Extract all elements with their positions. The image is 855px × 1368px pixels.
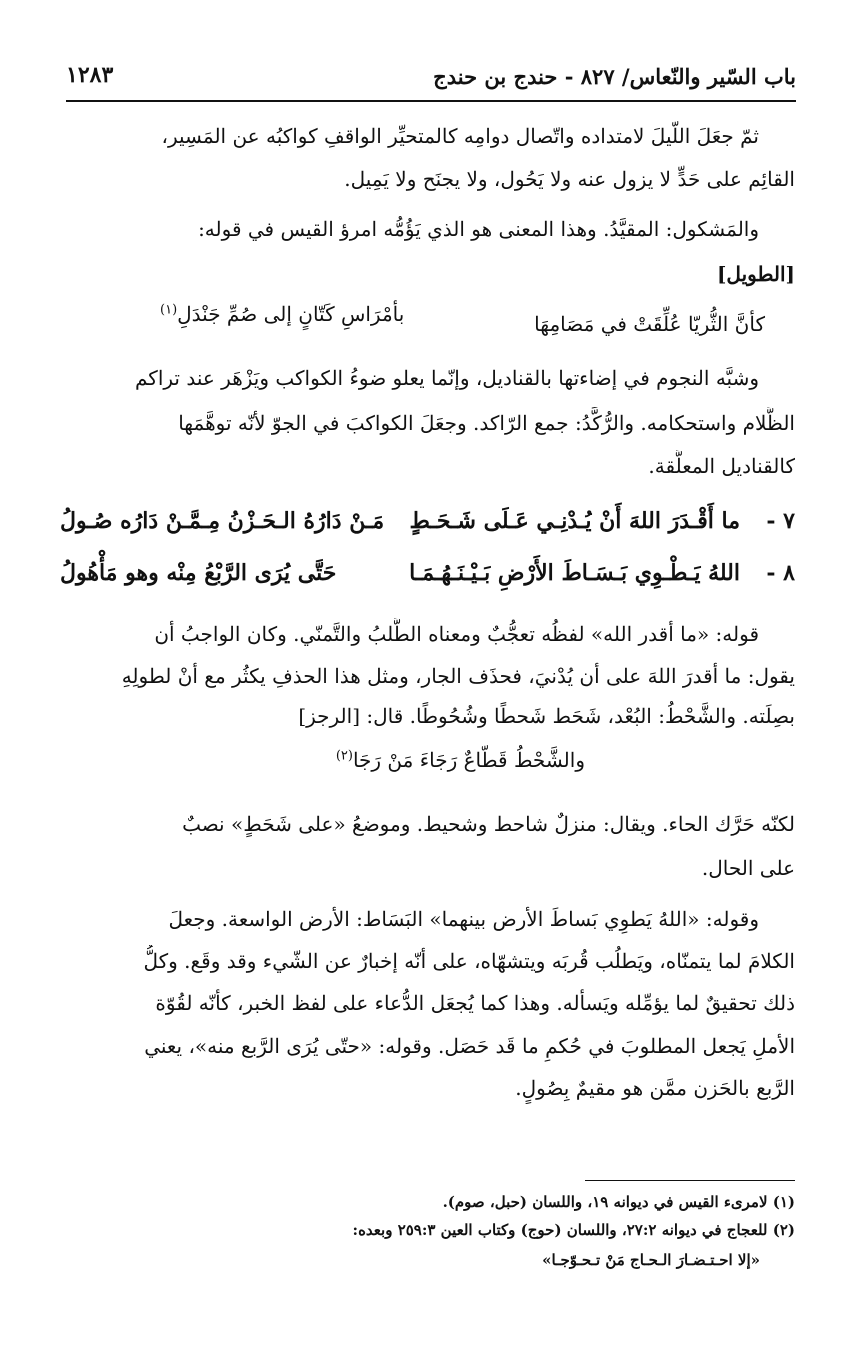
para6-line2: الكلامَ لما يتمنّاه، ويَطلُب قُربَه ويتشهّاه، على أنّه إخبارٌ عن الشّيء وقد وقَع. وكلُّ [143, 949, 795, 973]
verse-number: ٧ - [766, 508, 795, 534]
para3-line3: كالقناديل المعلَّقة. [648, 454, 795, 478]
para1-line1: ثمّ جعَلَ اللّيلَ لامتداده واتّصال دوامِه كالمتحيِّر الواقفِ كواكبُه عن المَسِير، [161, 124, 759, 148]
footnote-ref-2: (٢) [335, 748, 353, 764]
rajaz-verse [336, 748, 585, 772]
para6-line1: وقوله: «اللهُ يَطوِي بَساطَ الأرض بينهما» البَسَاط: الأرض الواسعة. وجعلَ [168, 907, 759, 931]
para5-line2: على الحال. [701, 856, 795, 880]
verse-second-hemistich: مَـنْ دَارُهُ الـحَـزْنُ مِـمَّـنْ دَارُه صُـولُ [60, 508, 385, 534]
footnote-ref-1: (١) [160, 302, 178, 318]
footnote-2: (٢) للعجاج في ديوانه ٢٧:٢، واللسان (حوج) وكتاب العين ٢٥٩:٣ وبعده: [352, 1221, 795, 1239]
para6-line3: ذلك تحقيقٌ لما يؤمِّله ويَسأله. وهذا كما يُجعَل الدُّعاء على لفظ الخبر، كأنّه لقُوّة [155, 991, 795, 1015]
page-number: ١٢٨٣ [66, 62, 114, 88]
footnote-1: (١) لامرىء القيس في ديوانه ١٩، واللسان (حبل، صوم). [442, 1193, 795, 1211]
para6-line5: الرَّبع بالحَزن ممَّن هو مقيمٌ بِصُولٍ. [515, 1076, 795, 1100]
footnote-2-verse: «إلا احـتـضـارَ الـحـاج مَنْ تـحـوّجـا» [542, 1251, 760, 1269]
verse-first-hemistich: اللهُ يَـطْـوِي بَـسَـاطَ الأَرْضِ بَـيْـنَـهُـمَـا [409, 560, 740, 586]
verse-8 [60, 560, 795, 600]
para3-line1: وشبَّه النجوم في إضاءتها بالقناديل، وإنّما يعلو ضوءُ الكواكب ويَزْهَر عند تراكم [134, 366, 759, 390]
verse-imru-first: كأنَّ الثُّريّا عُلِّقَتْ في مَصَامِهَا [534, 312, 765, 336]
para4-line2: يقول: ما أقدرَ اللهَ على أن يُدْنيَ، فحذَف الجار، ومثل هذا الحذفِ يكثُر مع أنْ لطولِهِ [121, 664, 795, 688]
verse-7 [60, 508, 795, 548]
verse-imru-second-text: بأمْرَاسِ كَتّانٍ إلى صُمِّ جَنْدَلِ [177, 302, 405, 326]
header-title: باب السّير والنّعاس/ ٨٢٧ - حندج بن حندج [433, 64, 796, 89]
para4-line1: قوله: «ما أقدر الله» لفظُه تعجُّبٌ ومعناه الطَّلبُ والتَّمنّي. وكان الواجبُ أن [154, 622, 759, 646]
para1-line2: القائِم على حَدٍّ لا يزول عنه ولا يَحُول، ولا يجنَح ولا يَمِيل. [344, 167, 795, 191]
footnote-separator [585, 1180, 795, 1181]
para6-line4: الأملِ يَجعل المطلوبَ في حُكمِ ما قَد حَصَل. وقوله: «حتّى يُرَى الرَّبع منه»، يعني [144, 1034, 795, 1058]
para2-line1: والمَشكول: المقيَّدُ. وهذا المعنى هو الذي يَؤُمُّه امرؤ القيس في قوله: [198, 217, 759, 241]
verse-number: ٨ - [766, 560, 795, 586]
verse-imru-second [160, 302, 404, 326]
verse-second-hemistich: حَتَّى يُرَى الرَّبْعُ مِنْه وهو مَأْهُولُ [60, 560, 337, 586]
para5-line1: لكنّه حَرَّك الحاء. ويقال: منزلٌ شاحط وشحيط. وموضعُ «على شَحَطٍ» نصبٌ [182, 812, 795, 836]
meter-label-tawil: [الطويل] [716, 262, 795, 286]
running-header [66, 60, 796, 102]
para4-line3: بصِلَته. والشَّحْطُ: البُعْد، شَحَط شَحطًا وشُحُوطًا. قال: [الرجز] [298, 704, 795, 728]
verse-first-hemistich: ما أَقْـدَرَ اللهَ أَنْ يُـدْنِـي عَـلَى شَـحَـطٍ [409, 508, 740, 534]
para3-line2: الظَّلام واستحكامه. والرُّكَّدُ: جمع الرّاكد. وجعَلَ الكواكبَ في الجوّ لأنّه توهَّمَها [178, 411, 795, 435]
rajaz-text: والشَّحْطُ قَطّاعٌ رَجَاءَ مَنْ رَجَا [352, 748, 585, 772]
